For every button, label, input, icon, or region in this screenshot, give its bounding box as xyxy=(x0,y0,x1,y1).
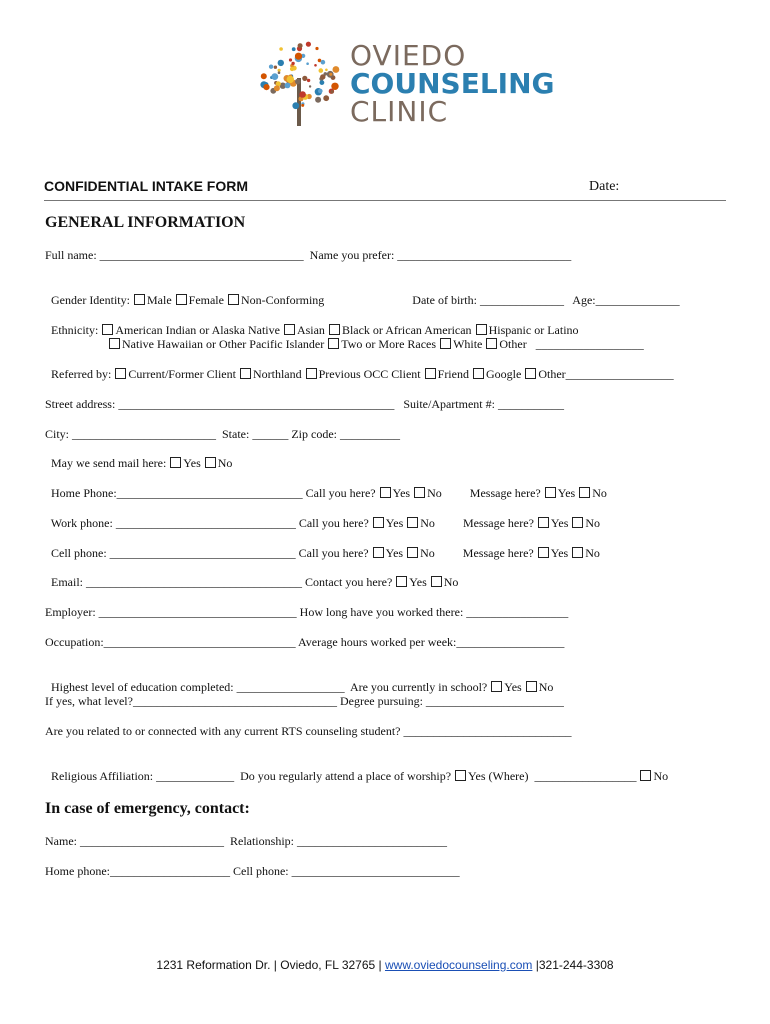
mail-no-checkbox[interactable] xyxy=(205,457,216,468)
logo-dot xyxy=(314,64,317,67)
section-emergency-contact: In case of emergency, contact: xyxy=(45,800,250,817)
previous-occ-label: Previous OCC Client xyxy=(318,367,421,381)
logo-dot xyxy=(320,74,325,79)
work-msg-yes-checkbox[interactable] xyxy=(538,517,549,528)
white-label: White xyxy=(453,337,483,351)
ethnicity-row-2 xyxy=(99,322,644,352)
logo-dot xyxy=(331,83,338,90)
work-phone-label: Work phone: ______________________________ Call you here? xyxy=(50,516,369,530)
level-row: If yes, what level?__________________________________ Degree pursuing: _______________________ xyxy=(45,694,564,708)
work-call-no-checkbox[interactable] xyxy=(407,517,418,528)
work-call-yes-checkbox[interactable] xyxy=(373,517,384,528)
logo-dot xyxy=(315,47,318,50)
school-yes-checkbox[interactable] xyxy=(491,681,502,692)
yes-label: Yes xyxy=(385,546,404,560)
no-label: No xyxy=(653,769,669,783)
no-label: No xyxy=(585,516,601,530)
home-phone-row xyxy=(45,471,607,501)
footer-address: 1231 Reformation Dr. | Oviedo, FL 32765 | xyxy=(156,958,382,972)
send-mail-row xyxy=(45,441,232,471)
logo-dot xyxy=(323,95,329,101)
logo-dot xyxy=(306,62,309,65)
other-ethnicity-label: Other __________________ xyxy=(499,337,644,351)
home-msg-yes-checkbox[interactable] xyxy=(545,487,556,498)
logo-dot xyxy=(318,89,323,94)
cell-msg-no-checkbox[interactable] xyxy=(572,547,583,558)
logo-dot xyxy=(307,79,310,82)
mail-yes-checkbox[interactable] xyxy=(170,457,181,468)
no-label: No xyxy=(592,486,607,500)
black-label: Black or African American xyxy=(341,323,472,337)
ethnicity-label: Ethnicity: xyxy=(51,323,99,337)
cell-phone-row xyxy=(45,531,600,561)
logo-dot xyxy=(274,66,277,69)
footer-phone: |321-244-3308 xyxy=(535,958,614,972)
logo-dot xyxy=(298,43,303,48)
website-link[interactable]: www.oviedocounseling.com xyxy=(384,958,533,972)
message-label: Message here? xyxy=(462,516,534,530)
home-call-yes-checkbox[interactable] xyxy=(380,487,391,498)
logo-dot xyxy=(330,90,334,94)
logo-dot xyxy=(315,97,321,103)
logo-dot xyxy=(329,73,332,76)
current-client-checkbox[interactable] xyxy=(115,368,126,379)
male-label: Male xyxy=(146,293,172,307)
religion-label: Religious Affiliation: _____________ Do you regularly attend a place of worship? xyxy=(51,769,452,783)
northland-label: Northland xyxy=(252,367,302,381)
yes-label: Yes xyxy=(550,546,569,560)
native-hawaiian-checkbox[interactable] xyxy=(109,338,120,349)
logo-dot xyxy=(274,85,280,91)
education-row xyxy=(45,665,553,695)
native-hawaiian-label: Native Hawaiian or Other Pacific Islander xyxy=(122,337,325,351)
referred-label: Referred by: xyxy=(51,367,112,381)
yes-label: Yes xyxy=(392,486,411,500)
logo-dot xyxy=(291,62,294,65)
referred-row xyxy=(45,352,674,382)
worship-yes-label: Yes (Where) _________________ xyxy=(468,769,637,783)
logo-dot xyxy=(292,102,299,109)
logo-line-oviedo: OVIEDO xyxy=(350,39,467,72)
logo-dot xyxy=(302,76,307,81)
female-label: Female xyxy=(188,293,224,307)
send-mail-label: May we send mail here: xyxy=(51,456,167,470)
logo-dot xyxy=(325,69,328,72)
emergency-phone-row: Home phone:____________________ Cell phone: ____________________________ xyxy=(45,864,460,878)
logo-dot xyxy=(309,85,311,87)
email-no-checkbox[interactable] xyxy=(431,576,442,587)
no-label: No xyxy=(585,546,600,560)
rts-related-row: Are you related to or connected with any current RTS counseling student? ____________________________ xyxy=(45,724,572,738)
no-label: No xyxy=(427,486,442,500)
email-yes-checkbox[interactable] xyxy=(396,576,407,587)
cell-call-yes-checkbox[interactable] xyxy=(373,547,384,558)
non-conforming-label: Non-Conforming xyxy=(240,293,325,307)
logo-dot xyxy=(285,83,291,89)
yes-label: Yes xyxy=(504,680,522,694)
logo-dot xyxy=(269,65,273,69)
logo-dot xyxy=(279,47,283,51)
clinic-logo xyxy=(255,38,555,128)
yes-label: Yes xyxy=(385,516,404,530)
city-row: City: ________________________ State: ______ Zip code: __________ xyxy=(45,427,400,441)
friend-checkbox[interactable] xyxy=(425,368,436,379)
logo-dot xyxy=(271,73,278,80)
tree-logo-icon xyxy=(255,38,355,128)
american-indian-label: American Indian or Alaska Native xyxy=(115,323,280,337)
email-row xyxy=(45,560,458,590)
logo-dot xyxy=(333,66,340,73)
other-referral-checkbox[interactable] xyxy=(525,368,536,379)
email-label: Email: ____________________________________ Contact you here? xyxy=(51,575,393,589)
work-msg-no-checkbox[interactable] xyxy=(572,517,583,528)
education-label: Highest level of education completed: __________________ Are you currently in school? xyxy=(51,680,488,694)
logo-dot xyxy=(299,91,306,98)
male-checkbox[interactable] xyxy=(134,294,145,305)
northland-checkbox[interactable] xyxy=(240,368,251,379)
occupation-row: Occupation:________________________________ Average hours worked per week:__________________ xyxy=(45,635,565,649)
no-label: No xyxy=(538,680,554,694)
employer-row: Employer: _________________________________ How long have you worked there: _________________ xyxy=(45,605,569,619)
no-label: No xyxy=(443,575,459,589)
message-label: Message here? xyxy=(462,546,534,560)
gender-row xyxy=(45,278,680,308)
google-checkbox[interactable] xyxy=(473,368,484,379)
religion-row xyxy=(45,754,668,784)
logo-dot xyxy=(278,60,284,66)
logo-dot xyxy=(278,71,281,74)
non-conforming-checkbox[interactable] xyxy=(228,294,239,305)
yes-label: Yes xyxy=(409,575,427,589)
cell-msg-yes-checkbox[interactable] xyxy=(538,547,549,558)
logo-dot xyxy=(306,42,311,47)
friend-label: Friend xyxy=(437,367,469,381)
logo-dot xyxy=(290,67,294,71)
gender-label: Gender Identity: xyxy=(51,293,130,307)
other-referral-label: Other__________________ xyxy=(538,367,674,381)
street-address-row: Street address: ______________________________________________ Suite/Apartment #: ___________ xyxy=(45,397,564,411)
hispanic-label: Hispanic or Latino xyxy=(488,323,579,337)
emergency-name-row: Name: ________________________ Relationship: _________________________ xyxy=(45,834,447,848)
logo-dot xyxy=(263,84,269,90)
logo-dot xyxy=(320,80,325,85)
logo-dot xyxy=(261,73,267,79)
white-checkbox[interactable] xyxy=(440,338,451,349)
school-no-checkbox[interactable] xyxy=(526,681,537,692)
home-call-no-checkbox[interactable] xyxy=(414,487,425,498)
work-phone-row xyxy=(45,501,600,531)
current-client-label: Current/Former Client xyxy=(128,367,236,381)
yes-label: Yes xyxy=(550,516,569,530)
asian-label: Asian xyxy=(296,323,325,337)
yes-label: Yes xyxy=(557,486,576,500)
form-title: CONFIDENTIAL INTAKE FORM xyxy=(44,178,249,194)
message-label: Message here? xyxy=(469,486,541,500)
full-name-row: Full name: __________________________________ Name you prefer: _____________________________ xyxy=(45,248,572,262)
logo-dot xyxy=(301,104,304,107)
section-general-information: GENERAL INFORMATION xyxy=(45,214,246,231)
no-label: No xyxy=(420,516,435,530)
other-ethnicity-checkbox[interactable] xyxy=(486,338,497,349)
home-msg-no-checkbox[interactable] xyxy=(579,487,590,498)
female-checkbox[interactable] xyxy=(176,294,187,305)
logo-dot xyxy=(295,79,301,85)
logo-dot xyxy=(289,58,292,61)
logo-dot xyxy=(292,47,296,51)
cell-call-no-checkbox[interactable] xyxy=(407,547,418,558)
previous-occ-checkbox[interactable] xyxy=(306,368,317,379)
google-label: Google xyxy=(485,367,522,381)
cell-phone-label: Cell phone: _______________________________ Call you here? xyxy=(51,546,369,560)
worship-no-checkbox[interactable] xyxy=(640,770,651,781)
worship-yes-checkbox[interactable] xyxy=(455,770,466,781)
two-or-more-label: Two or More Races xyxy=(341,337,437,351)
date-label: Date: xyxy=(589,179,620,194)
logo-dot xyxy=(287,76,294,83)
logo-line-clinic: CLINIC xyxy=(350,95,449,128)
form-header xyxy=(44,178,726,201)
home-phone-label: Home Phone:_______________________________ Call you here? xyxy=(51,486,376,500)
no-label: No xyxy=(420,546,435,560)
dob-age-fields: Date of birth: ______________ Age:______________ xyxy=(412,293,680,307)
mail-yes-label: Yes xyxy=(183,456,201,470)
mail-no-label: No xyxy=(217,456,233,470)
logo-dot xyxy=(321,60,326,65)
logo-dot xyxy=(319,68,324,73)
two-or-more-checkbox[interactable] xyxy=(328,338,339,349)
footer xyxy=(0,958,770,972)
logo-dot xyxy=(295,53,302,60)
logo-line-counseling: COUNSELING xyxy=(350,67,555,100)
